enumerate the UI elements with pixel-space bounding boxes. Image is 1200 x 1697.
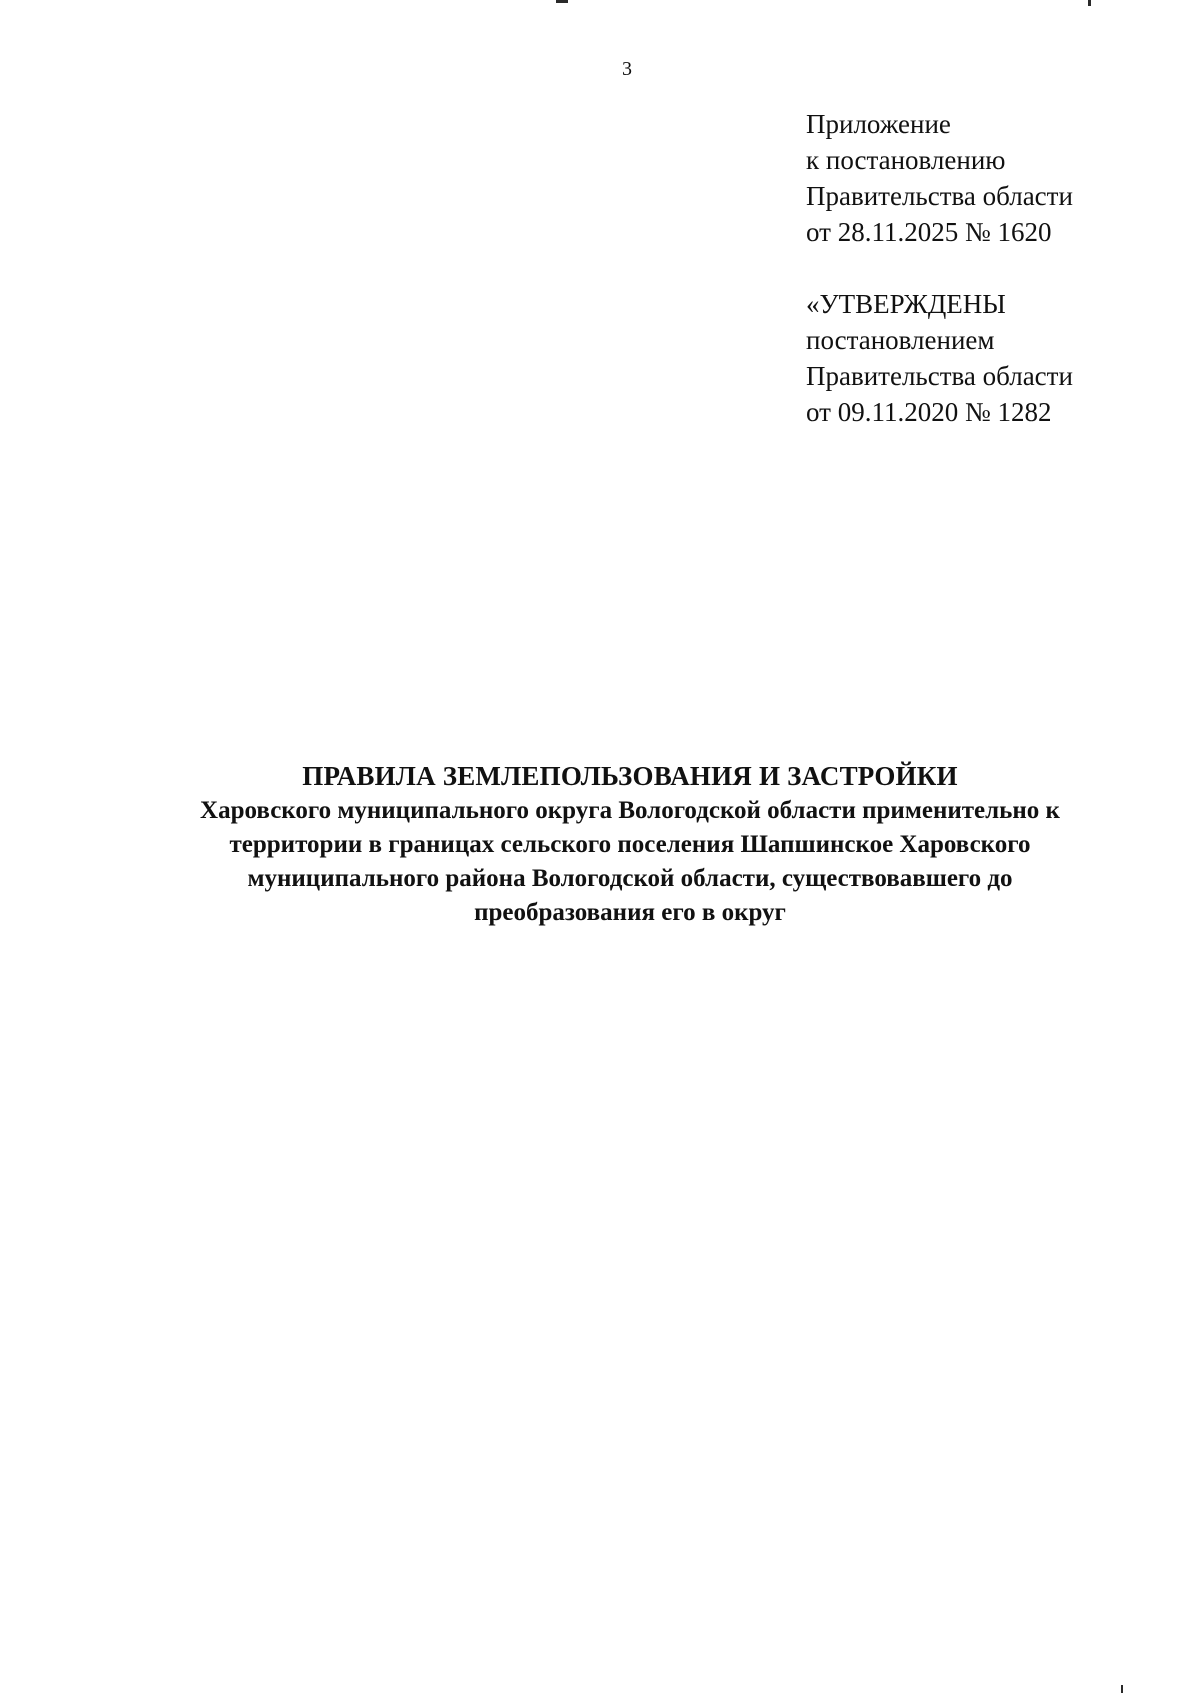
approval-line: Правительства области [806,361,1073,391]
page-number: 3 [622,58,632,80]
subtitle-line: территории в границах сельского поселения Шапшинское Харовского [229,831,1031,858]
document-title-block [100,758,1160,930]
subtitle-line: преобразования его в округ [474,899,786,926]
appendix-line: к постановлению [806,145,1006,175]
approval-line: постановлением [806,325,995,355]
document-subtitle [100,794,1160,930]
appendix-line: от 28.11.2025 № 1620 [806,217,1052,247]
subtitle-line: Харовского муниципального округа Вологодской области применительно к [200,797,1060,824]
appendix-line: Приложение [806,109,951,139]
subtitle-line: муниципального района Вологодской области, существовавшего до [247,865,1013,892]
approval-header [806,286,1176,430]
appendix-header [806,106,1176,250]
scan-artifact [1121,1685,1123,1693]
scan-artifact [1088,0,1091,6]
approval-line: от 09.11.2020 № 1282 [806,397,1052,427]
approval-line: «УТВЕРЖДЕНЫ [806,289,1006,319]
document-title: ПРАВИЛА ЗЕМЛЕПОЛЬЗОВАНИЯ И ЗАСТРОЙКИ [302,761,958,791]
appendix-line: Правительства области [806,181,1073,211]
scan-artifact [556,0,568,3]
